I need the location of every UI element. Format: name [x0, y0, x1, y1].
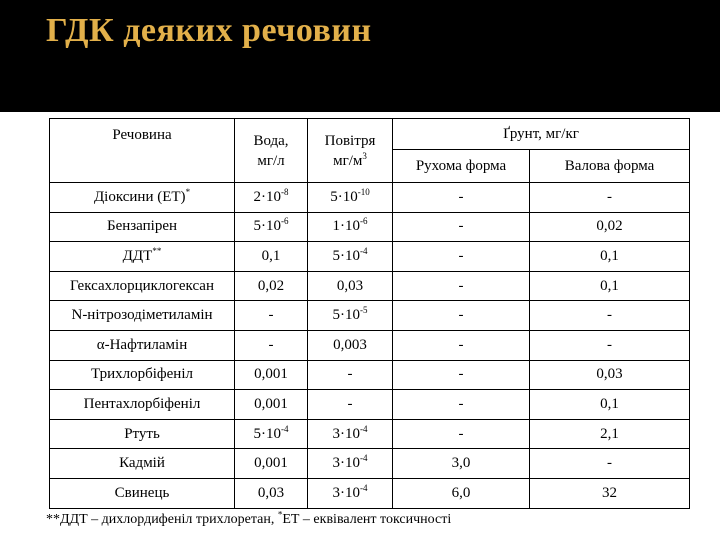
- air-cell: [308, 360, 393, 390]
- soil-mobile-cell: [393, 330, 530, 360]
- soil-mobile-cell-value: -: [458, 218, 464, 235]
- soil-total-cell: [530, 301, 690, 331]
- soil-total-cell: [530, 390, 690, 420]
- water-cell: [235, 390, 308, 420]
- soil-mobile-cell-value: -: [458, 188, 464, 205]
- soil-total-cell-value: -: [607, 307, 612, 324]
- air-cell-value: 0,03: [336, 277, 364, 294]
- soil-total-cell-value: -: [607, 188, 612, 205]
- water-cell-sup: -4: [281, 423, 289, 434]
- water-cell: [235, 360, 308, 390]
- substance-cell: [50, 330, 235, 360]
- water-cell-value: 2·10: [253, 188, 281, 205]
- substance-cell-sup: *: [185, 186, 191, 197]
- soil-total-cell-value: -: [607, 455, 612, 472]
- soil-mobile-cell-value: -: [458, 395, 464, 412]
- substance-cell: [50, 212, 235, 242]
- soil-total-cell: [530, 242, 690, 272]
- air-cell-value: 5·10: [332, 247, 360, 264]
- water-cell-value: 0,1: [261, 247, 281, 264]
- soil-total-cell: [530, 183, 690, 213]
- soil-mobile-cell-value: -: [458, 336, 464, 353]
- soil-total-cell-value: 0,03: [596, 366, 623, 383]
- table-row: [50, 212, 690, 242]
- substance-cell: [50, 419, 235, 449]
- soil-total-cell: [530, 478, 690, 508]
- header-air-line2: мг/м: [333, 152, 363, 169]
- soil-mobile-cell-value: 3,0: [451, 455, 471, 472]
- soil-mobile-cell-value: -: [458, 247, 464, 264]
- air-cell-value: -: [347, 395, 353, 412]
- soil-total-cell: [530, 330, 690, 360]
- table-row: [50, 360, 690, 390]
- water-cell: [235, 419, 308, 449]
- air-cell: [308, 212, 393, 242]
- air-cell-sup: -4: [360, 423, 368, 434]
- soil-mobile-cell-value: 6,0: [451, 484, 471, 501]
- water-cell: [235, 271, 308, 301]
- soil-total-cell: [530, 360, 690, 390]
- water-cell: [235, 330, 308, 360]
- water-cell: [235, 478, 308, 508]
- header-water: [235, 119, 308, 183]
- water-cell-value: 5·10: [253, 425, 281, 442]
- substance-cell-value: Кадмій: [119, 455, 165, 472]
- water-cell-value: 5·10: [253, 218, 281, 235]
- title-bar: [0, 0, 720, 112]
- substance-cell-value: Трихлорбіфеніл: [91, 366, 193, 383]
- substance-cell: [50, 390, 235, 420]
- footnote: [46, 509, 452, 528]
- air-cell: [308, 449, 393, 479]
- header-air: [308, 119, 393, 183]
- air-cell-sup: -4: [360, 245, 368, 256]
- substance-cell: [50, 478, 235, 508]
- substance-cell-value: Свинець: [114, 484, 170, 501]
- air-cell-value: 0,003: [333, 336, 367, 353]
- water-cell-sup: -8: [281, 186, 289, 197]
- air-cell-value: 3·10: [332, 425, 360, 442]
- header-substance-label: Речовина: [112, 127, 172, 143]
- substance-cell-value: Ртуть: [124, 425, 160, 442]
- water-cell: [235, 212, 308, 242]
- air-cell-value: 3·10: [332, 455, 360, 472]
- air-cell-sup: -6: [360, 216, 368, 227]
- header-soil-total-label: Валова форма: [564, 157, 655, 174]
- water-cell-value: 0,001: [254, 455, 288, 472]
- header-soil-total: [530, 150, 690, 183]
- air-cell-value: -: [347, 366, 353, 383]
- slide-title: ГДК деяких речовин: [46, 12, 372, 49]
- mac-table: [49, 118, 690, 509]
- table-row: [50, 271, 690, 301]
- soil-total-cell: [530, 449, 690, 479]
- soil-mobile-cell-value: -: [458, 307, 464, 324]
- soil-total-cell-value: 2,1: [600, 425, 619, 442]
- water-cell: [235, 449, 308, 479]
- header-soil-label: Ґрунт, мг/кг: [503, 125, 579, 142]
- header-soil-mobile: [393, 150, 530, 183]
- soil-mobile-cell: [393, 212, 530, 242]
- substance-cell-value: Бензапірен: [106, 218, 178, 235]
- soil-total-cell-value: 0,02: [596, 218, 623, 235]
- substance-cell-value: Пентахлорбіфеніл: [83, 395, 201, 412]
- water-cell-value: -: [268, 307, 274, 324]
- table-row: [50, 183, 690, 213]
- soil-mobile-cell-value: -: [458, 277, 464, 294]
- substance-cell: [50, 183, 235, 213]
- table-row: [50, 419, 690, 449]
- substance-cell: [50, 271, 235, 301]
- substance-cell: [50, 242, 235, 272]
- air-cell-value: 3·10: [332, 484, 360, 501]
- water-cell-sup: -6: [281, 216, 289, 227]
- substance-cell: [50, 301, 235, 331]
- soil-total-cell: [530, 419, 690, 449]
- air-cell: [308, 330, 393, 360]
- air-cell: [308, 271, 393, 301]
- soil-total-cell-value: 32: [602, 484, 617, 501]
- substance-cell-sup: **: [152, 245, 162, 256]
- table-row: [50, 242, 690, 272]
- soil-total-cell-value: 0,1: [600, 277, 619, 294]
- substance-cell-value: N-нітрозодіметиламін: [71, 307, 213, 324]
- air-cell-sup: -4: [360, 453, 368, 464]
- table-row: [50, 390, 690, 420]
- air-cell-value: 1·10: [332, 218, 360, 235]
- water-cell-value: 0,03: [257, 484, 285, 501]
- header-soil: [393, 119, 690, 150]
- soil-mobile-cell: [393, 478, 530, 508]
- air-cell: [308, 183, 393, 213]
- table-row: [50, 330, 690, 360]
- footnote-part2: ЕТ – еквівалент токсичності: [282, 512, 452, 527]
- water-cell-value: 0,001: [254, 395, 288, 412]
- air-cell-value: 5·10: [332, 307, 360, 324]
- soil-total-cell-value: 0,1: [600, 247, 619, 264]
- air-cell: [308, 242, 393, 272]
- substance-cell-value: Діоксини (ЕТ): [93, 188, 186, 205]
- air-cell-sup: -4: [360, 482, 368, 493]
- header-substance: [50, 119, 235, 183]
- substance-cell-value: Гексахлорциклогексан: [70, 277, 214, 294]
- soil-total-cell-value: -: [607, 336, 612, 353]
- soil-total-cell: [530, 212, 690, 242]
- air-cell: [308, 478, 393, 508]
- soil-total-cell: [530, 271, 690, 301]
- water-cell: [235, 242, 308, 272]
- water-cell: [235, 301, 308, 331]
- table-row: [50, 449, 690, 479]
- water-cell-value: 0,001: [254, 366, 288, 383]
- air-cell: [308, 390, 393, 420]
- substance-cell: [50, 360, 235, 390]
- header-soil-mobile-label: Рухома форма: [415, 157, 507, 174]
- footnote-part1: **ДДТ – дихлордифеніл трихлоретан,: [46, 512, 278, 527]
- header-air-line1: Повітря: [324, 132, 376, 149]
- soil-mobile-cell: [393, 183, 530, 213]
- substance-cell: [50, 449, 235, 479]
- soil-mobile-cell: [393, 419, 530, 449]
- table-row: [50, 301, 690, 331]
- soil-mobile-cell: [393, 390, 530, 420]
- water-cell: [235, 183, 308, 213]
- air-cell-sup: -5: [360, 305, 368, 316]
- table-row: [50, 478, 690, 508]
- water-cell-value: -: [268, 336, 274, 353]
- header-water-line1: Вода,: [253, 132, 289, 149]
- air-cell-value: 5·10: [330, 188, 358, 205]
- air-cell: [308, 419, 393, 449]
- water-cell-value: 0,02: [257, 277, 285, 294]
- footnote-star: *: [277, 509, 283, 520]
- soil-mobile-cell: [393, 301, 530, 331]
- soil-total-cell-value: 0,1: [600, 395, 619, 412]
- soil-mobile-cell: [393, 360, 530, 390]
- air-cell-sup: -10: [357, 186, 370, 197]
- soil-mobile-cell: [393, 271, 530, 301]
- header-water-line2: мг/л: [257, 152, 285, 169]
- soil-mobile-cell-value: -: [458, 425, 464, 442]
- header-air-sup: 3: [362, 150, 367, 161]
- soil-mobile-cell-value: -: [458, 366, 464, 383]
- substance-cell-value: α-Нафтиламін: [96, 336, 188, 353]
- substance-cell-value: ДДТ: [122, 247, 153, 264]
- air-cell: [308, 301, 393, 331]
- soil-mobile-cell: [393, 449, 530, 479]
- soil-mobile-cell: [393, 242, 530, 272]
